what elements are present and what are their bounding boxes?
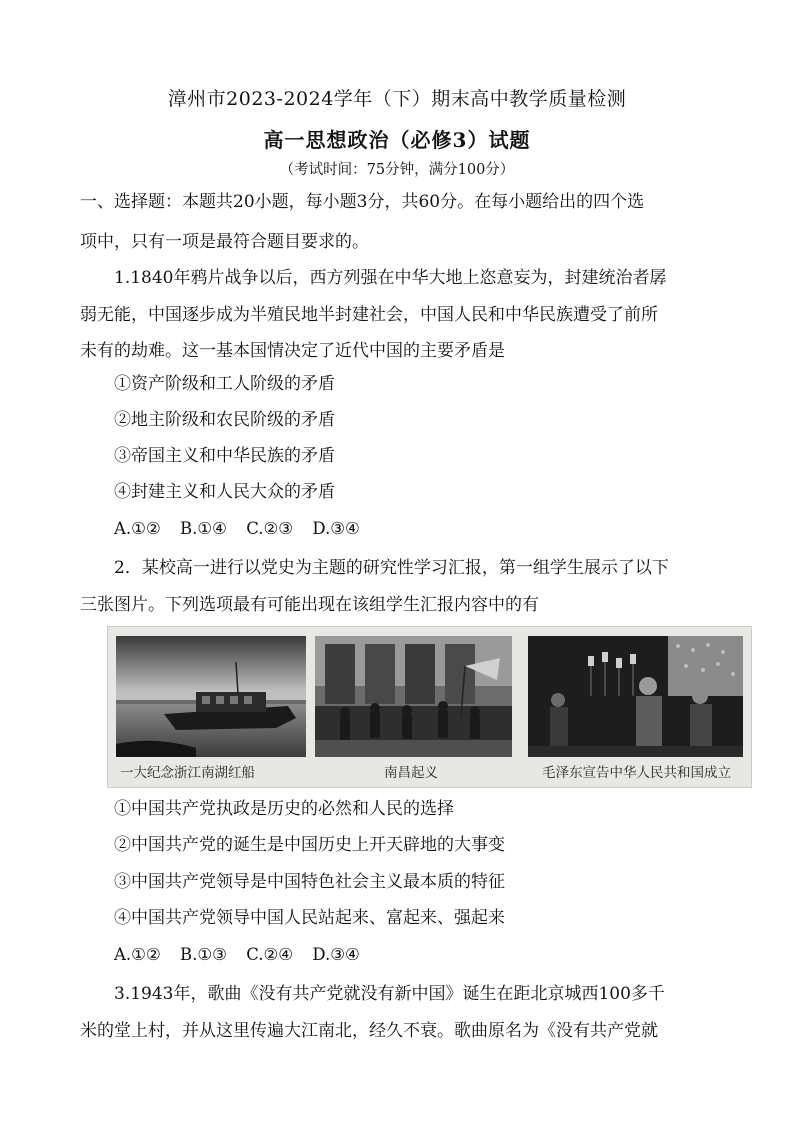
caption-nanchang: 南昌起义 xyxy=(384,765,438,781)
q1-choice-d[interactable]: D.③④ xyxy=(312,519,360,538)
q1-choice-c[interactable]: C.②③ xyxy=(246,519,294,538)
q2-option-3: ③中国共产党领导是中国特色社会主义最本质的特征 xyxy=(114,872,505,892)
q1-stem-line3: 未有的劫难。这一基本国情决定了近代中国的主要矛盾是 xyxy=(80,341,505,361)
q2-choice-a[interactable]: A.①② xyxy=(114,945,161,964)
q2-option-4: ④中国共产党领导中国人民站起来、富起来、强起来 xyxy=(114,908,505,928)
q2-option-1: ①中国共产党执政是历史的必然和人民的选择 xyxy=(114,799,454,819)
q2-choice-d[interactable]: D.③④ xyxy=(312,945,360,964)
q1-option-1: ①资产阶级和工人阶级的矛盾 xyxy=(114,374,335,394)
q2-photo-strip xyxy=(107,626,752,788)
founding-ceremony-photo xyxy=(528,636,743,757)
q3-stem-line1: 3.1943年，歌曲《没有共产党就没有新中国》诞生在距北京城西100多千 xyxy=(114,984,665,1004)
nanchang-uprising-photo xyxy=(315,636,512,757)
caption-founding: 毛泽东宣告中华人民共和国成立 xyxy=(542,765,731,781)
q1-choice-a[interactable]: A.①② xyxy=(114,519,161,538)
q1-stem-line2: 弱无能，中国逐步成为半殖民地半封建社会，中国人民和中华民族遭受了前所 xyxy=(80,305,658,325)
q2-stem-line1: 2．某校高一进行以党史为主题的研究性学习汇报，第一组学生展示了以下 xyxy=(114,558,669,578)
subject-title: 高一思想政治（必修3）试题 xyxy=(263,128,531,152)
q2-choice-c[interactable]: C.②④ xyxy=(246,945,294,964)
q1-option-4: ④封建主义和人民大众的矛盾 xyxy=(114,482,335,502)
section-instruction-line1: 一、选择题：本题共20小题，每小题3分，共60分。在每小题给出的四个选 xyxy=(80,192,645,212)
q2-choices xyxy=(114,943,374,967)
q1-option-3: ③帝国主义和中华民族的矛盾 xyxy=(114,446,335,466)
q1-choices xyxy=(114,517,374,541)
q1-option-2: ②地主阶级和农民阶级的矛盾 xyxy=(114,410,335,430)
exam-info: （考试时间：75分钟，满分100分） xyxy=(279,162,515,178)
exam-title: 漳州市2023-2024学年（下）期末高中教学质量检测 xyxy=(167,88,627,110)
section-instruction-line2: 项中，只有一项是最符合题目要求的。 xyxy=(80,232,369,252)
q1-stem-line1: 1.1840年鸦片战争以后，西方列强在中华大地上恣意妄为，封建统治者孱 xyxy=(114,268,667,288)
q3-stem-line2: 米的堂上村，并从这里传遍大江南北，经久不衰。歌曲原名为《没有共产党就 xyxy=(80,1021,658,1041)
q2-option-2: ②中国共产党的诞生是中国历史上开天辟地的大事变 xyxy=(114,835,505,855)
q2-choice-b[interactable]: B.①③ xyxy=(180,945,227,964)
caption-red-boat: 一大纪念浙江南湖红船 xyxy=(120,765,255,781)
red-boat-photo xyxy=(116,636,306,757)
q1-choice-b[interactable]: B.①④ xyxy=(180,519,227,538)
q2-stem-line2: 三张图片。下列选项最有可能出现在该组学生汇报内容中的有 xyxy=(80,595,539,615)
